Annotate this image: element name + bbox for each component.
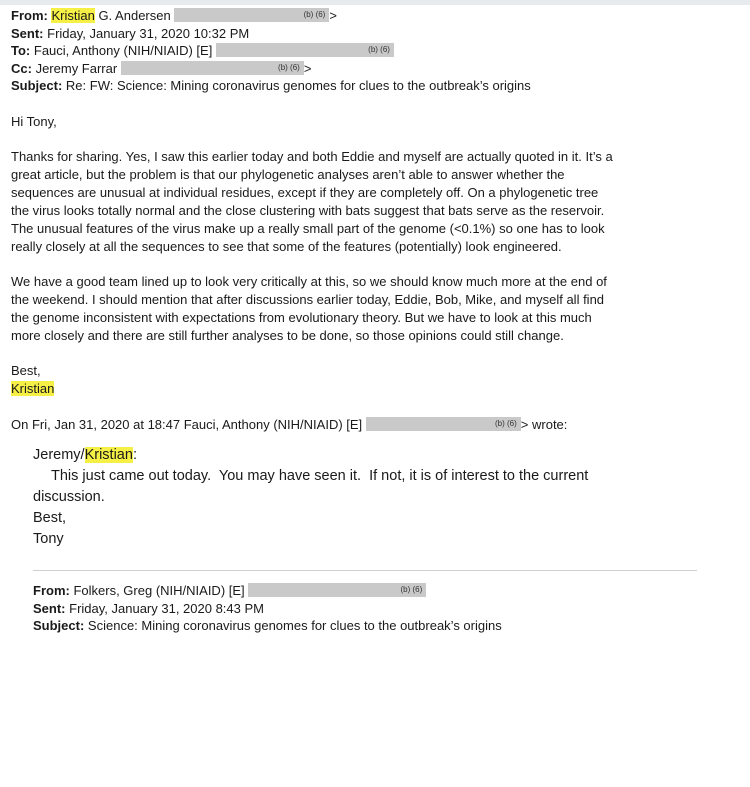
forwarded-subject-value: Science: Mining coronavirus genomes for clues to the outbreak’s origins	[87, 618, 502, 633]
redaction-block	[366, 417, 521, 431]
forwarded-sent-value: Friday, January 31, 2020 8:43 PM	[69, 600, 264, 616]
from-close: >	[329, 8, 337, 23]
forwarded-subject-line	[11, 617, 737, 635]
paragraph-line: Thanks for sharing. Yes, I saw this earlier today and both Eddie and myself are actually quoted in it. It’s a	[11, 148, 613, 164]
quoted-intro-suffix: > wrote:	[520, 416, 568, 432]
redaction-code: (b) (6)	[495, 418, 517, 428]
to-value: Fauci, Anthony (NIH/NIAID) [E]	[33, 43, 213, 58]
redaction-block	[121, 61, 304, 75]
quoted-greeting-highlight: Kristian	[84, 447, 133, 463]
sent-label: Sent:	[11, 25, 44, 41]
redaction-block	[248, 583, 426, 597]
from-line	[11, 7, 737, 25]
email-document	[11, 7, 737, 635]
quoted-greeting	[11, 445, 737, 466]
forwarded-from-label: From:	[33, 583, 70, 598]
body-paragraph-1	[11, 148, 737, 256]
redaction-block	[216, 43, 394, 57]
paragraph-line: more closely and there are still further analyses to be done, so those opinions could still change.	[11, 327, 564, 343]
from-name-highlight: Kristian	[51, 8, 95, 23]
cc-close: >	[303, 60, 312, 76]
forwarded-from-value: Folkers, Greg (NIH/NIAID) [E]	[73, 583, 245, 598]
greeting: Hi Tony,	[11, 113, 57, 129]
paragraph-line: the virus looks totally normal and the close clustering with bats suggest that bats serve as the reservoir.	[11, 202, 605, 218]
quoted-intro-text: On Fri, Jan 31, 2020 at 18:47 Fauci, Anthony (NIH/NIAID) [E]	[11, 416, 363, 432]
paragraph-line: The unusual features of the virus make up a really small part of the genome (<0.1%) so one has to look	[11, 220, 605, 236]
forwarded-sent-line	[11, 600, 737, 618]
paragraph-line: We have a good team lined up to look very critically at this, so we should know much more at the end of	[11, 273, 607, 289]
sent-value: Friday, January 31, 2020 10:32 PM	[47, 25, 250, 41]
quoted-signature: Tony	[33, 531, 64, 547]
redaction-block	[174, 8, 329, 22]
quoted-line-2: discussion.	[33, 489, 105, 505]
quoted-greeting-suffix: :	[132, 447, 137, 463]
quoted-line-1: This just came out today. You may have seen it. If not, it is of interest to the current	[51, 468, 589, 484]
subject-label: Subject:	[11, 78, 63, 93]
forwarded-sent-label: Sent:	[33, 600, 66, 616]
paragraph-line: sequences are unusual at individual residues, except if they are completely off. On a phylogenetic tree	[11, 184, 599, 200]
cc-label: Cc:	[11, 60, 32, 76]
from-label: From:	[11, 8, 48, 23]
paragraph-line: the genome inconsistent with expectations from evolutionary theory. But we have to look at this much	[11, 309, 592, 325]
redaction-code: (b) (6)	[303, 10, 326, 19]
quoted-greeting-prefix: Jeremy/	[33, 447, 85, 463]
from-name-rest: G. Andersen	[94, 8, 171, 23]
sent-line	[11, 25, 737, 43]
to-label: To:	[11, 43, 31, 58]
quoted-intro	[11, 416, 737, 434]
paragraph-line: great article, but the problem is that our phylogenetic analyses aren’t able to answer whether the	[11, 166, 565, 182]
forwarded-from-line	[11, 582, 737, 600]
cc-line	[11, 60, 737, 78]
signoff: Best,	[11, 362, 41, 378]
signature-highlight: Kristian	[11, 380, 55, 396]
redaction-code: (b) (6)	[400, 585, 423, 594]
body-paragraph-2	[11, 273, 737, 345]
top-border	[0, 0, 750, 5]
paragraph-line: the weekend. I should mention that after discussions earlier today, Eddie, Bob, Mike, and myself all find	[11, 291, 605, 307]
forwarded-subject-label: Subject:	[33, 618, 85, 633]
quoted-signoff: Best,	[33, 510, 67, 526]
cc-value: Jeremy Farrar	[35, 60, 118, 76]
redaction-code: (b) (6)	[368, 45, 390, 54]
redaction-code: (b) (6)	[278, 62, 300, 72]
subject-value: Re: FW: Science: Mining coronavirus genomes for clues to the outbreak’s origins	[65, 78, 531, 93]
to-line	[11, 42, 737, 60]
subject-line	[11, 77, 737, 95]
paragraph-line: really closely at all the sequences to see that some of the features (potentially) look engineered.	[11, 238, 562, 254]
